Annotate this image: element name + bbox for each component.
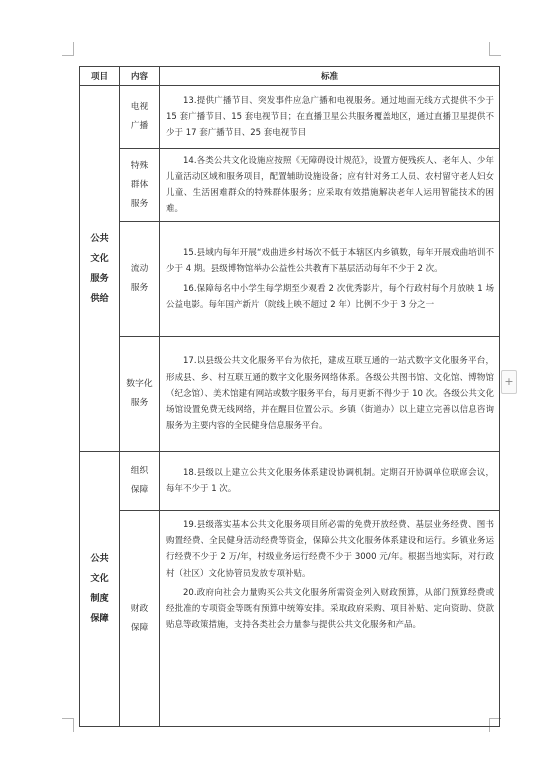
standard-cell xyxy=(160,511,500,727)
standard-item-18: 18.县级以上建立公共文化服务体系建设协调机制。定期召开协调单位联席会议，每年不少于 1 次。 xyxy=(166,467,494,494)
table-row xyxy=(80,337,500,452)
expand-button[interactable]: + xyxy=(501,370,517,394)
subcategory-cell: 电视 广播 xyxy=(120,86,160,149)
standard-item-17: 17.以县级公共文化服务平台为依托，建成互联互通的一站式数字文化服务平台，形成县、乡、村互联互通的数字文化服务网络体系。各级公共图书馆、文化馆、博物馆（纪念馆）、美术馆建有网站或数字服务平台，每月更新不得少于 10 次。各级公共文化场馆设置免费无线网络，并在醒目位置公示。乡镇（街道办）以上建立完善以信息咨询服务为主要内容的全民健身信息服务平台。 xyxy=(166,356,494,432)
subcategory-cell: 组织 保障 xyxy=(120,452,160,511)
table-row xyxy=(80,149,500,222)
header-project: 项目 xyxy=(80,67,120,86)
category-cell-guarantee: 公共 文化 制度 保障 xyxy=(80,452,120,727)
crop-mark-tr-v xyxy=(489,42,490,56)
table-row xyxy=(80,511,500,727)
standard-cell xyxy=(160,452,500,511)
header-content: 内容 xyxy=(120,67,160,86)
standard-item-19: 19.县级落实基本公共文化服务项目所必需的免费开放经费、基层业务经费、图书购置经费、全民健身活动经费等资金，保障公共文化服务体系建设和运行。乡镇业务运行经费不少于 2 万/年，村级业务运行经费不少于 3000 元/年。根据当地实际，对行政村（社区）文化协管员发放专项补贴。 xyxy=(166,520,494,579)
table-row xyxy=(80,222,500,337)
standard-cell xyxy=(160,86,500,149)
table-row xyxy=(80,452,500,511)
subcategory-cell: 数字化 服务 xyxy=(120,337,160,452)
standard-item-14: 14.各类公共文化设施应按照《无障碍设计规范》，设置方便残疾人、老年人、少年儿童活动区域和服务项目，配置辅助设施设备；应有针对务工人员、农村留守老人妇女儿童、生活困难群众的特殊群体服务；应采取有效措施解决老年人运用智能技术的困难。 xyxy=(166,155,494,215)
standard-item-20: 20.政府向社会力量购买公共文化服务所需资金列入财政预算，从部门预算经费或经批准的专项资金等既有预算中统筹安排。采取政府采购、项目补贴、定向资助、贷款贴息等政策措施，支持各类社会力量参与提供公共文化服务和产品。 xyxy=(166,587,494,631)
table-header-row xyxy=(80,67,500,86)
crop-mark-tl-v xyxy=(73,42,74,56)
table-row xyxy=(80,86,500,149)
standard-item-13: 13.提供广播节目、突发事件应急广播和电视服务。通过地面无线方式提供不少于 15 套广播节目、15 套电视节目；在直播卫星公共服务覆盖地区，通过直播卫星提供不少于 17 套广播节目、25 套电视节目 xyxy=(166,95,494,139)
crop-mark-tr-h xyxy=(489,55,501,56)
standard-item-16: 16.保障每名中小学生每学期至少观看 2 次优秀影片，每个行政村每个月放映 1 场公益电影。每年国产新片（院线上映不超过 2 年）比例不少于 3 分之一 xyxy=(166,283,494,310)
subcategory-cell: 特殊 群体 服务 xyxy=(120,149,160,222)
standard-cell xyxy=(160,337,500,452)
subcategory-cell: 流动 服务 xyxy=(120,222,160,337)
standard-cell xyxy=(160,222,500,337)
header-standard: 标准 xyxy=(160,67,500,86)
crop-mark-bl-v xyxy=(73,718,74,732)
subcategory-cell: 财政 保障 xyxy=(120,511,160,727)
standard-item-15: 15.县域内每年开展“戏曲进乡村场次不低于本辖区内乡镇数，每年开展戏曲培训不少于 4 期。县级博物馆举办公益性公共教育下基层活动每年不少于 2 次。 xyxy=(166,248,494,275)
category-cell-supply: 公共 文化 服务 供给 xyxy=(80,86,120,452)
standard-cell xyxy=(160,149,500,222)
standards-table xyxy=(79,66,500,727)
